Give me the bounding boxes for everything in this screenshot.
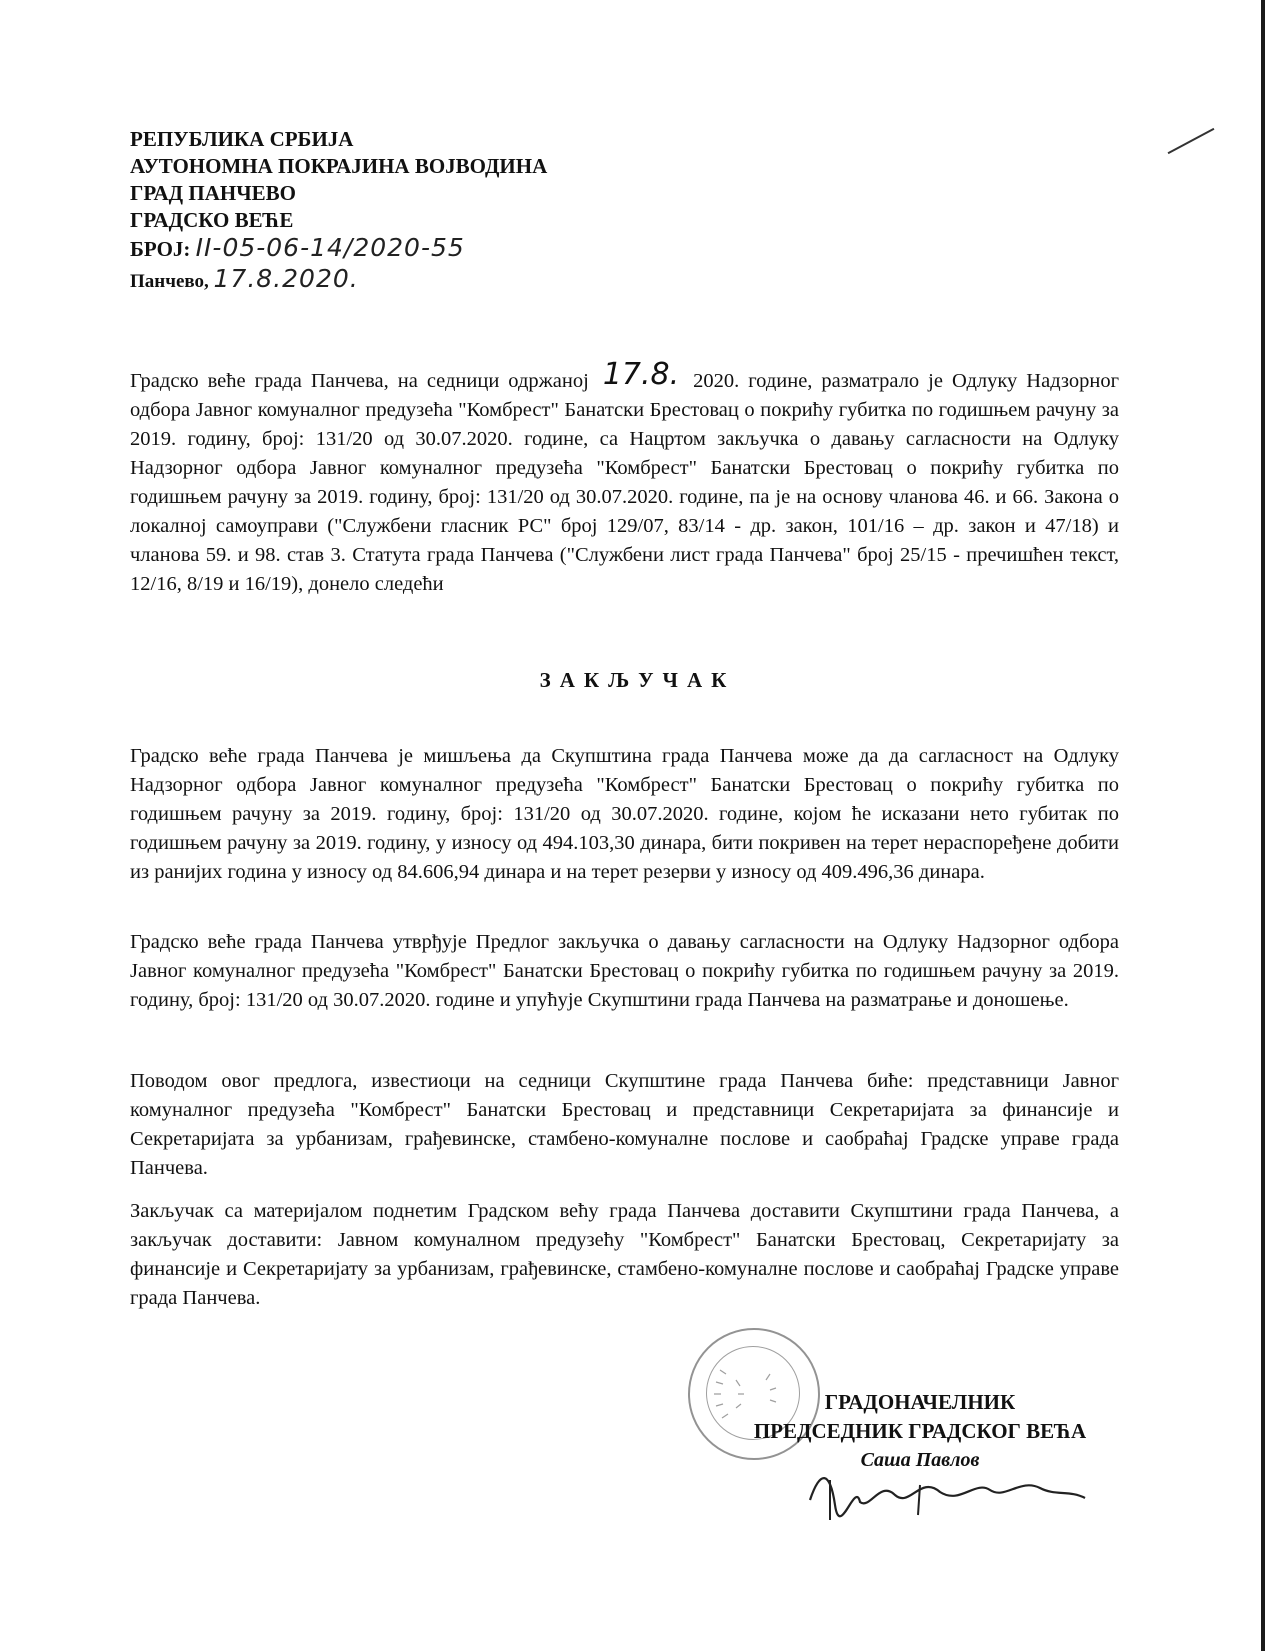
signatory-name: Саша Павлов <box>860 1449 980 1471</box>
handwritten-signature <box>800 1460 1100 1530</box>
paragraph-1: Градско веће града Панчева је мишљења да Скупштина града Панчева може да да сагласност на Одлуку Надзорног одбора Јавног комуналног предузећа "Комбрест" Банатски Брестовац о покрићу губитка по годишњем рачуну за 2019. годину, број: 131/20 од 30.07.2020. године, којом ће исказани нето губитак по годишњем рачуну за 2019. годину, у износу од 494.103,30 динара, бити покривен на терет нераспоређене добити из ранијих година у износу од 84.606,94 динара и на терет резерви у износу од 409.496,36 динара. <box>130 745 1119 883</box>
intro-after-date: 2020. године, разматрало је Одлуку Надзорног одбора Јавног комуналног предузећа "Комбрест" Банатски Брестовац о покрићу губитка по годишњем рачуну за 2019. годину, број: 131/20 од 30.07.2020. године, са Нацртом закључка о давању сагласности на Одлуку Надзорног одбора Јавног комуналног предузећа "Комбрест" Банатски Брестовац о покрићу губитка по годишњем рачуну за 2019. годину, број: 131/20 од 30.07.2020. године, па је на основу чланова 46. и 66. Закона о локалној самоуправи ("Службени гласник РС" број 129/07, 83/14 - др. закон, 101/16 – др. закон и 47/18) и чланова 59. и 98. став 3. Статута града Панчева ("Службени лист града Панчева" број 25/15 - пречишћен текст, 12/16, 8/19 и 16/19), донело следећи <box>130 370 1119 595</box>
place-label: Панчево, <box>130 271 209 292</box>
place-date <box>130 265 547 295</box>
header-province: АУТОНОМНА ПОКРАЈИНА ВОЈВОДИНА <box>130 154 548 178</box>
intro-before-date: Градско веће града Панчева, на седници одржаној <box>130 370 589 392</box>
document-number-label: БРОЈ: <box>130 237 191 261</box>
scan-edge <box>1261 0 1265 1651</box>
signatory-title-mayor: ГРАДОНАЧЕЛНИК <box>824 1390 1016 1414</box>
header-city: ГРАД ПАНЧЕВО <box>130 181 296 205</box>
document-header <box>130 126 547 295</box>
intro-handwritten-date: 17.8. <box>602 357 680 392</box>
document-title: ЗАКЉУЧАК <box>539 668 736 692</box>
pen-mark <box>1168 128 1215 154</box>
document-number-value: II-05-06-14/2020-55 <box>195 233 465 262</box>
signatory-title-president: ПРЕДСЕДНИК ГРАДСКОГ ВЕЋА <box>753 1419 1087 1443</box>
header-council: ГРАДСКО ВЕЋЕ <box>130 208 294 232</box>
header-republic: РЕПУБЛИКА СРБИЈА <box>130 127 354 151</box>
paragraph-2: Градско веће града Панчева утврђује Предлог закључка о давању сагласности на Одлуку Надзорног одбора Јавног комуналног предузећа "Комбрест" Банатски Брестовац о покрићу губитка по годишњем рачуну за 2019. годину, број: 131/20 од 30.07.2020. године и упућује Скупштини града Панчева на разматрање и доношење. <box>130 931 1119 1011</box>
paragraph-4: Закључак са материјалом поднетим Градском већу града Панчева доставити Скупштини града Панчева, а закључак доставити: Јавном комуналном предузећу "Комбрест" Банатски Брестовац, Секретаријату за финансије и Секретаријату за урбанизам, грађевинске, стамбено-комуналне послове и саобраћај Градске управе града Панчева. <box>130 1200 1119 1309</box>
intro-paragraph <box>130 357 1119 599</box>
paragraph-3: Поводом овог предлога, известиоци на седници Скупштине града Панчева биће: представници Јавног комуналног предузећа "Комбрест" Банатски Брестовац и представници Секретаријата за финансије и Секретаријата за урбанизам, грађевинске, стамбено-комуналне послове и саобраћај Градске управе града Панчева. <box>130 1070 1119 1179</box>
place-date-value: 17.8.2020. <box>213 264 359 293</box>
document-number <box>130 234 547 263</box>
